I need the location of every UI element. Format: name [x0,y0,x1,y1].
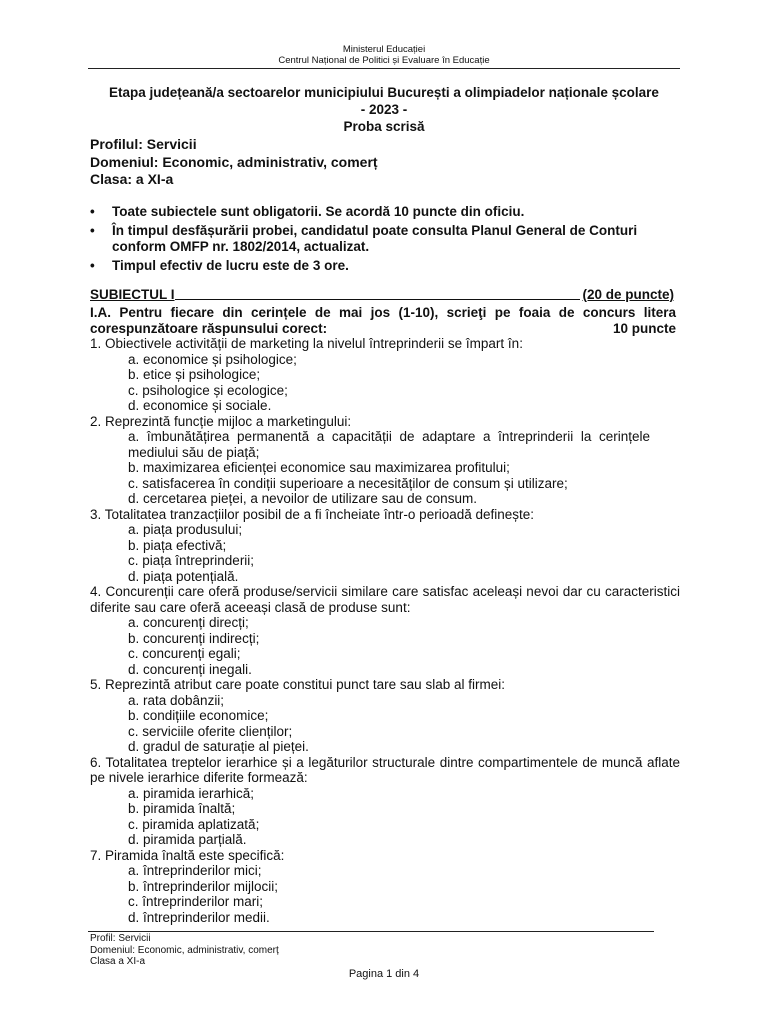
question-item [90,848,680,926]
question-text: 1. Obiectivele activității de marketing la nivelul întreprinderii se împart în: [90,336,523,351]
bullet-icon: • [90,257,95,273]
page-number: Pagina 1 din 4 [348,968,420,980]
question-item [90,584,680,677]
answer-option: d. întreprinderilor medii. [128,909,270,925]
question-item [90,414,680,507]
answer-option: b. condițiile economice; [128,708,269,723]
answer-option: c. serviciile oferite clienților; [128,723,293,739]
question-text: 5. Reprezintă atribut care poate constitui punct tare sau slab al firmei: [90,677,505,692]
footer-profile: Profil: Servicii [90,933,151,944]
document-title [88,84,680,135]
answer-option: c. întreprinderilor mari; [128,894,264,909]
answer-option: b. piramida înaltă; [128,801,236,816]
answer-option: b. piața efectivă; [128,537,227,553]
subject-points: (20 de puncte) [582,287,674,302]
class-label: Clasa: a XI-a [90,171,174,187]
answer-option: a. economice și psihologice; [128,351,297,367]
subject-heading [90,287,674,303]
answer-option: b. etice și psihologice; [128,367,261,382]
footer-class: Clasa a XI-a [90,956,146,967]
bullet-icon: • [90,222,95,238]
instructions-list [90,204,680,276]
question-text: 6. Totalitatea treptelor ierarhice și a legăturilor structurale dintre compartimentele de muncă aflate pe nivele ierarhice diferite formează: [90,754,680,785]
answer-option: d. gradul de saturație al pieței. [128,739,309,754]
answer-option: c. concurenți egali; [128,646,241,661]
ministry-header [88,44,680,66]
question-item [90,677,680,755]
footer-rule [88,931,654,932]
subject-name: SUBIECTUL I [90,287,175,302]
answer-option: a. rata dobânzii; [128,692,225,708]
answer-option: d. concurenți inegali. [128,661,252,677]
answer-option: d. cercetarea pieței, a nevoilor de utilizare sau de consum. [128,491,477,506]
instruction-text: Timpul efectiv de lucru este de 3 ore. [112,257,349,273]
bullet-icon: • [90,204,95,219]
instruction-item [90,258,680,275]
requirement-points: 10 puncte [612,321,676,336]
instruction-text: În timpul desfășurării probei, candidatul poate consulta Planul General de Conturi conform OMFP nr. 1802/2014, actualizat. [112,222,638,254]
instruction-text: Toate subiectele sunt obligatorii. Se acordă 10 puncte din oficiu. [112,204,525,219]
footer [90,933,279,968]
header-rule [88,68,680,69]
requirement-text: I.A. Pentru fiecare din cerințele de mai jos (1-10), scrieţi pe foaia de concurs litera corespunzătoare răspunsului corect: [90,305,676,336]
question-item [90,507,680,585]
instruction-item [90,223,680,256]
question-text: 7. Piramida înaltă este specifică: [90,847,285,863]
answer-option: b. maximizarea eficienței economice sau maximizarea profitului; [128,460,510,475]
question-text: 4. Concurenții care oferă produse/servicii similare care satisfac aceleași nevoi dar cu caracteristici diferite sau care oferă aceeași clasă de produse sunt: [90,584,680,615]
answer-option: a. piața produsului; [128,522,243,537]
requirement-block [90,305,676,337]
question-text: 2. Reprezintă funcție mijloc a marketingului: [90,413,352,429]
title-line-1: Etapa județeană/a sectoarelor municipiului București a olimpiadelor naționale școlare [109,85,659,100]
answer-option: b. întreprinderilor mijlocii; [128,878,279,894]
header-line-center: Centrul Național de Politici și Evaluare în Educație [278,55,490,66]
answer-option: a. concurenți direcți; [128,615,249,630]
answer-option: d. piramida parțială. [128,832,247,847]
answer-option: c. satisfacerea în condiții superioare a necesităților de consum și utilizare; [128,475,568,491]
answer-option: c. piața întreprinderii; [128,553,255,568]
subject-underline [175,287,581,300]
answer-option: b. concurenți indirecți; [128,630,260,646]
questions-list [90,336,680,925]
answer-option: c. piramida aplatizată; [128,816,260,832]
domain-label: Domeniul: Economic, administrativ, comerț [90,153,378,170]
answer-option: a. piramida ierarhică; [128,785,255,801]
title-line-2: - 2023 - [360,102,408,117]
header-line-ministry: Ministerul Educației [342,44,426,55]
question-item [90,755,680,848]
answer-option: a. întreprinderilor mici; [128,863,262,878]
instruction-item [90,204,680,221]
footer-domain: Domeniul: Economic, administrativ, comerț [90,944,279,956]
question-text: 3. Totalitatea tranzacțiilor posibil de a fi încheiate într-o perioadă definește: [90,506,535,522]
question-item [90,336,680,414]
answer-option: d. piața potențială. [128,568,239,584]
exam-info [90,136,378,189]
answer-option: d. economice și sociale. [128,398,272,413]
profile-label: Profilul: Servicii [90,136,197,152]
answer-option: a. îmbunătățirea permanentă a capacității de adaptare a întreprinderii la cerințele mediului său de piață; [128,429,650,460]
title-line-3: Proba scrisă [343,119,425,134]
answer-option: c. psihologice și ecologice; [128,382,288,398]
